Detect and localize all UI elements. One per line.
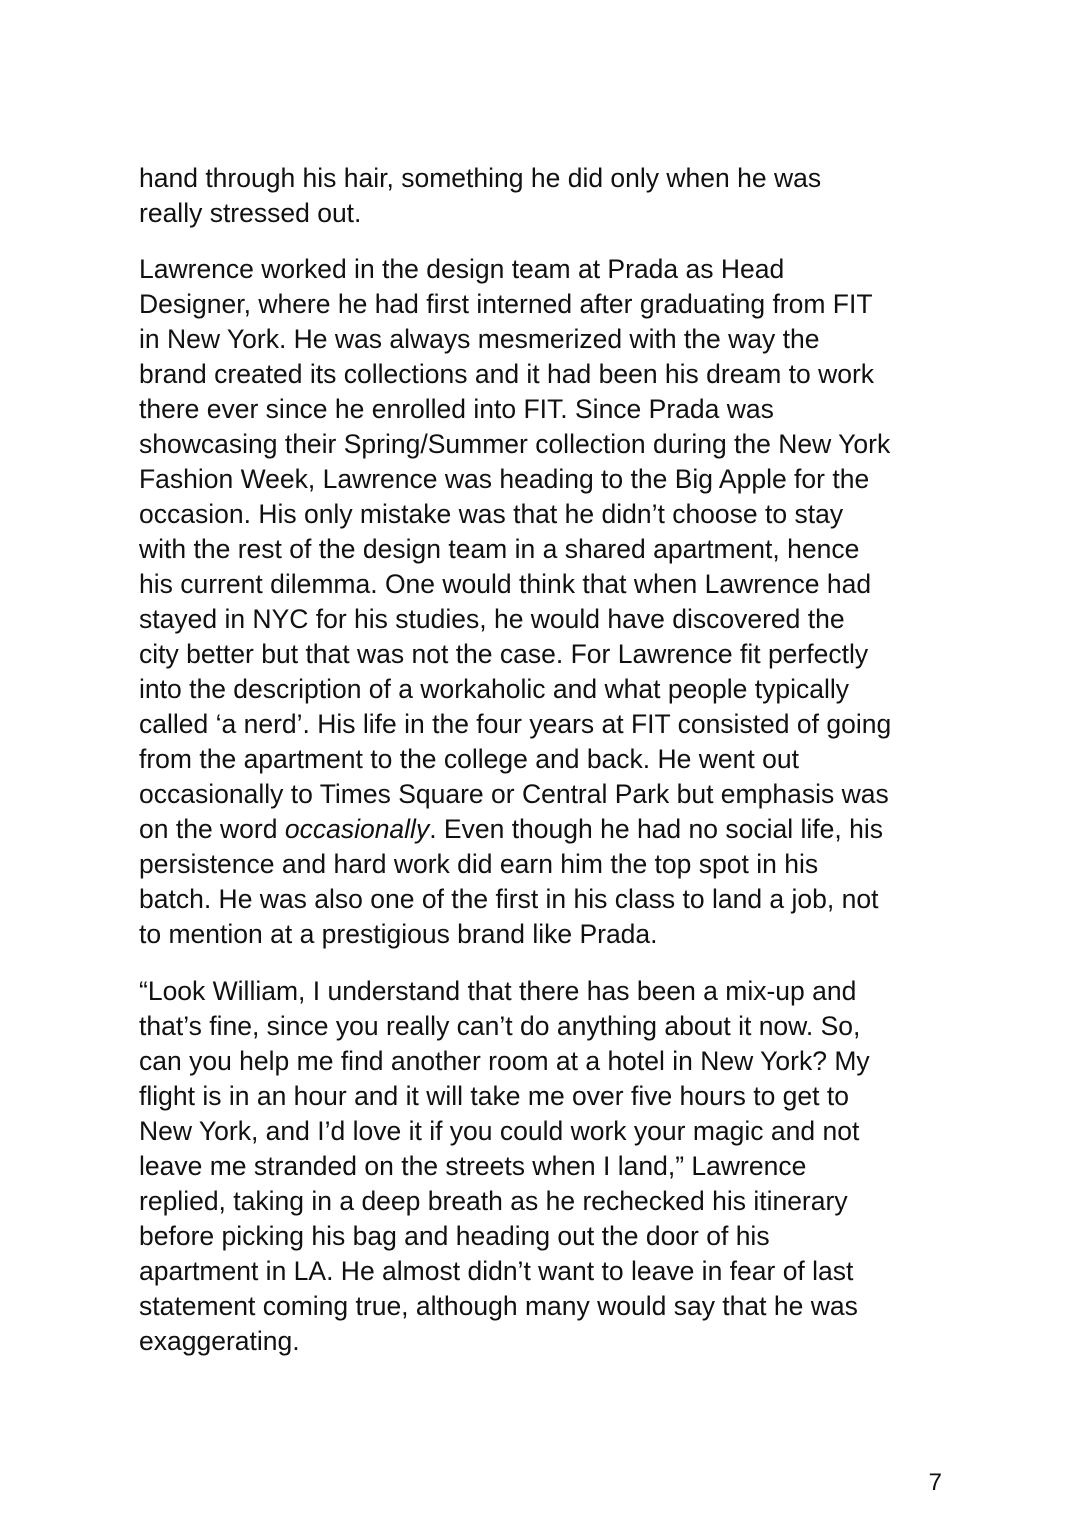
text-line: apartment in LA. He almost didn’t want to leave in fear of last <box>139 1256 854 1286</box>
text-line: called ‘a nerd’. His life in the four years at FIT consisted of going <box>139 709 892 739</box>
text-line: into the description of a workaholic and what people typically <box>139 674 850 704</box>
text-line: to mention at a prestigious brand like Prada. <box>139 919 658 949</box>
text-line: Designer, where he had first interned after graduating from FIT <box>139 289 873 319</box>
text-line <box>139 812 951 847</box>
text-line: that’s fine, since you really can’t do anything about it now. So, <box>139 1011 861 1041</box>
page-number: 7 <box>928 1469 942 1496</box>
text-line: really stressed out. <box>139 198 362 228</box>
text-run: . Even though he had no social life, his <box>429 814 883 844</box>
text-line: batch. He was also one of the first in his class to land a job, not <box>139 884 879 914</box>
paragraph-2 <box>139 252 951 952</box>
text-line: occasion. His only mistake was that he didn’t choose to stay <box>139 499 844 529</box>
paragraph-1 <box>139 161 951 231</box>
text-run: on the word <box>139 814 285 844</box>
text-line: persistence and hard work did earn him the top spot in his <box>139 849 819 879</box>
text-line: flight is in an hour and it will take me over five hours to get to <box>139 1081 849 1111</box>
emphasized-word: occasionally <box>284 814 430 844</box>
text-line: before picking his bag and heading out the door of his <box>139 1221 770 1251</box>
text-line: showcasing their Spring/Summer collection during the New York <box>139 429 891 459</box>
text-line: from the apartment to the college and back. He went out <box>139 744 799 774</box>
text-line: Lawrence worked in the design team at Prada as Head <box>139 254 785 284</box>
text-line: occasionally to Times Square or Central Park but emphasis was <box>139 779 889 809</box>
text-line: city better but that was not the case. For Lawrence fit perfectly <box>139 639 869 669</box>
text-line: Fashion Week, Lawrence was heading to the Big Apple for the <box>139 464 870 494</box>
text-line: statement coming true, although many would say that he was <box>139 1291 858 1321</box>
text-line: New York, and I’d love it if you could work your magic and not <box>139 1116 860 1146</box>
text-line: “Look William, I understand that there has been a mix-up and <box>139 976 857 1006</box>
text-line: in New York. He was always mesmerized with the way the <box>139 324 820 354</box>
text-line: stayed in NYC for his studies, he would have discovered the <box>139 604 845 634</box>
text-line: with the rest of the design team in a shared apartment, hence <box>139 534 860 564</box>
text-line: leave me stranded on the streets when I land,” Lawrence <box>139 1151 807 1181</box>
paragraph-3 <box>139 974 951 1359</box>
text-line: his current dilemma. One would think that when Lawrence had <box>139 569 872 599</box>
text-line: can you help me find another room at a hotel in New York? My <box>139 1046 870 1076</box>
text-line: there ever since he enrolled into FIT. Since Prada was <box>139 394 774 424</box>
text-line: replied, taking in a deep breath as he rechecked his itinerary <box>139 1186 848 1216</box>
text-line: exaggerating. <box>139 1326 300 1356</box>
text-line: brand created its collections and it had been his dream to work <box>139 359 875 389</box>
text-line: hand through his hair, something he did only when he was <box>139 163 822 193</box>
